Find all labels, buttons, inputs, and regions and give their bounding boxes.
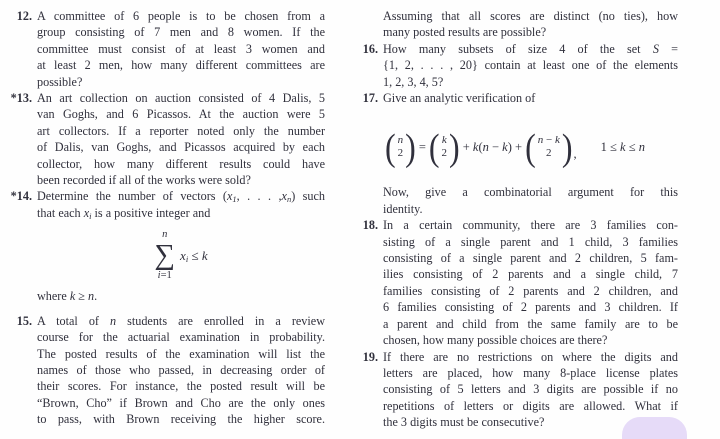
formula-text: + k(n − k) + bbox=[462, 139, 523, 154]
summation-formula bbox=[37, 229, 325, 282]
problem bbox=[16, 313, 325, 428]
problem-number: 19. bbox=[362, 349, 378, 364]
problem bbox=[10, 188, 325, 221]
text-line: course for the actuarial examination in probability. bbox=[37, 330, 325, 345]
paragraph bbox=[383, 184, 678, 217]
binomial-bottom: 2 bbox=[546, 147, 552, 160]
text-line: 1, 2, 3, 4, 5? bbox=[383, 74, 444, 89]
text-line: been recorded if all of the works were sold? bbox=[37, 173, 251, 188]
text-line: that each $x_i$ is a positive integer and bbox=[37, 205, 211, 221]
text-line: 6 families consisting of 2 parents and 3 children. If bbox=[383, 300, 678, 315]
formula-text: = bbox=[418, 139, 426, 154]
text-line: committee must consist of at least 3 women and bbox=[37, 41, 325, 56]
close-paren: ) bbox=[561, 126, 573, 169]
open-paren: ( bbox=[428, 126, 440, 169]
problem-number: *13. bbox=[10, 91, 32, 106]
binomial-coefficient bbox=[525, 126, 573, 169]
problem bbox=[16, 8, 325, 90]
binomial-coefficient bbox=[385, 126, 416, 169]
text-line: Now, give a combinatorial argument for this bbox=[383, 185, 678, 200]
text-line: A total of n students are enrolled in a review bbox=[37, 313, 325, 328]
text-line: In a certain community, there are 3 families con- bbox=[383, 218, 678, 233]
text-line: van Goghs, and 6 Picassos. At the auction were 5 bbox=[37, 107, 325, 122]
column-left bbox=[10, 8, 325, 428]
text-line: many posted results are possible? bbox=[383, 25, 547, 40]
text-line: collector, how many different results could have bbox=[37, 156, 325, 171]
sigma-icon: ∑ bbox=[154, 239, 176, 272]
text-line: letters are placed, how many 8-place license plates bbox=[383, 365, 678, 380]
binomial-stack bbox=[396, 134, 406, 160]
text-line: names of those who passed, in decreasing order of bbox=[37, 362, 325, 377]
text-line: “Brown, Cho” if Brown and Cho are the only ones bbox=[37, 395, 325, 410]
text-line: identity. bbox=[383, 201, 423, 216]
text-line: consisting of a single parent and 2 children, 5 fam- bbox=[383, 251, 678, 266]
text-line: How many subsets of size 4 of the set S = bbox=[383, 41, 679, 56]
open-paren: ( bbox=[385, 126, 396, 169]
sigma-block bbox=[154, 229, 175, 282]
text-line: where k ≥ n. bbox=[37, 289, 98, 304]
text-line: Assuming that all scores are distinct (no ties), how bbox=[383, 9, 678, 23]
text-line: sisting of a single parent and 1 child, 3 families bbox=[383, 234, 678, 249]
text-line: the 3 digits must be consecutive? bbox=[383, 415, 545, 430]
text-line: {1, 2, . . . , 20} contain at least one of the elements bbox=[383, 58, 678, 73]
text-line: their scores. For instance, the posted result will be bbox=[37, 379, 325, 394]
sum-upper-limit: n bbox=[162, 229, 168, 241]
binomial-top: n bbox=[397, 134, 404, 147]
binomial-coefficient bbox=[428, 126, 460, 169]
text-line: at least 2 men, how many different committees are bbox=[37, 58, 325, 73]
text-line: families consisting of 2 parents and 2 children, and bbox=[383, 283, 678, 298]
highlight-blob bbox=[622, 417, 687, 439]
problem bbox=[10, 90, 325, 188]
text-line: Determine the number of vectors ($x_1$, . . . $,x_n$) such bbox=[37, 189, 325, 205]
problem-number: 12. bbox=[16, 9, 32, 23]
sum-lower-limit: i=1 bbox=[157, 270, 172, 282]
text-line: Give an analytic verification of bbox=[383, 91, 536, 106]
text-line: The posted results of the examination will list the bbox=[37, 346, 325, 361]
text-line: a parent and child from the same family are to be bbox=[383, 316, 678, 331]
paragraph bbox=[37, 288, 325, 304]
problem-number: 15. bbox=[16, 313, 32, 328]
text-line: group consisting of 7 men and 8 women. If the bbox=[37, 25, 325, 40]
text-line: to pass, with Brown receiving the higher score. bbox=[37, 412, 325, 427]
text-line: art collectors. If a reporter noted only the number bbox=[37, 123, 325, 138]
text-line: A committee of 6 people is to be chosen from a bbox=[37, 9, 325, 23]
text-line: consisting of 5 letters and 3 digits are possible if no bbox=[383, 382, 678, 397]
formula-condition: 1 ≤ k ≤ n bbox=[600, 139, 645, 154]
problem-number: 16. bbox=[362, 41, 378, 56]
problem bbox=[362, 90, 678, 106]
problem-number: *14. bbox=[10, 189, 32, 204]
column-right bbox=[362, 8, 679, 431]
text-line: of Dalis, van Goghs, and Picassos acquired by each bbox=[37, 140, 325, 155]
binomial-identity-formula bbox=[383, 126, 678, 168]
binomial-stack bbox=[440, 134, 450, 160]
binomial-bottom: 2 bbox=[441, 147, 448, 160]
text-line: chosen, how many possible choices are there? bbox=[383, 333, 608, 348]
text-line: ilies consisting of 2 parents and a single child, 7 bbox=[383, 267, 678, 282]
close-paren: ) bbox=[449, 126, 460, 169]
problem bbox=[362, 217, 678, 348]
binomial-top: k bbox=[441, 134, 447, 147]
formula-comma: , bbox=[573, 147, 577, 162]
problem-number: 18. bbox=[362, 218, 378, 233]
text-line: repetitions of letters or digits are allowed. What if bbox=[383, 398, 678, 413]
paragraph bbox=[383, 8, 678, 41]
text-line: An art collection on auction consisted of 4 Dalis, 5 bbox=[37, 91, 325, 106]
sum-body: $x_i \le k$ bbox=[180, 247, 208, 264]
text-line: If there are no restrictions on where the digits and bbox=[383, 349, 678, 364]
close-paren: ) bbox=[405, 126, 416, 169]
open-paren: ( bbox=[525, 126, 536, 169]
binomial-bottom: 2 bbox=[397, 147, 404, 160]
text-line: possible? bbox=[37, 74, 83, 89]
binomial-stack bbox=[536, 134, 562, 160]
binomial-top: n − k bbox=[537, 134, 560, 147]
problem bbox=[362, 41, 679, 90]
problem-number: 17. bbox=[362, 91, 378, 106]
